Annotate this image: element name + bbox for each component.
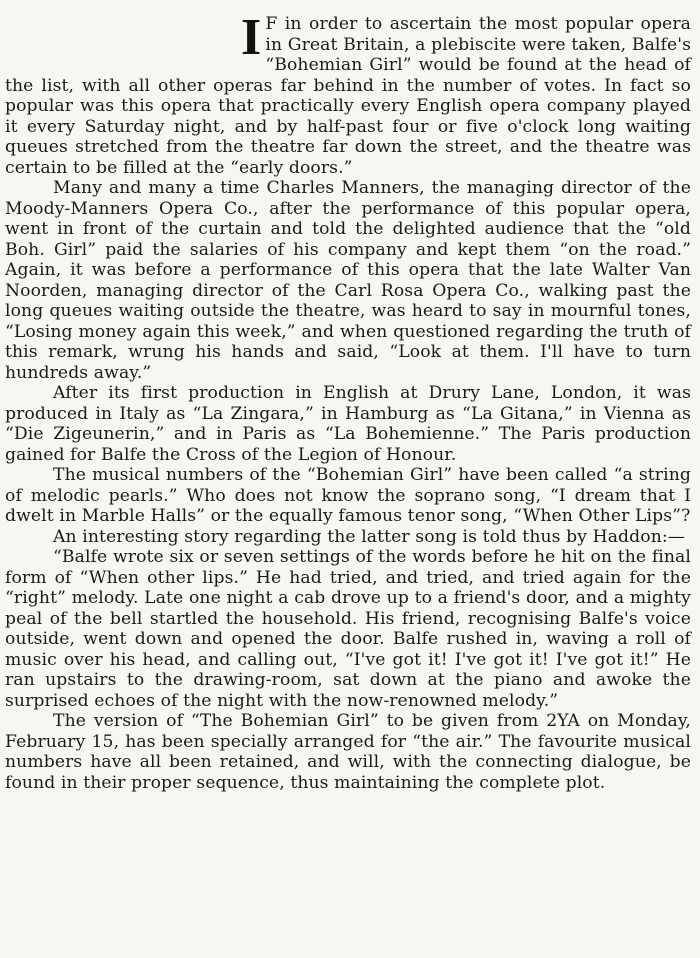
article-page xyxy=(5,0,691,958)
drop-cap: I xyxy=(241,9,262,66)
paragraph-haddon-intro: An interesting story regarding the latter song is told thus by Haddon:— xyxy=(53,526,686,547)
paragraph-haddon-quote: “Balfe wrote six or seven settings of the words before he hit on the final form of “When other lips.” He had tried, and tried, and tried again for the “right” melody. Late one night a cab drove up to a friend's door, and a mighty peal of the bell startled the household. His friend, recognising Balfe's voice outside, went down and opened the door. Balfe rushed in, waving a roll of music over his head, and calling out, “I've got it! I've got it! I've got it!” He ran upstairs to the drawing-room, sat down at the piano and awoke the surprised echoes of the night with the now-renowned melody.” xyxy=(5,547,691,711)
paragraph-intro xyxy=(5,0,691,178)
paragraph-productions: After its first production in English at Drury Lane, London, it was produced in Italy as “La Zingara,” in Hamburg as “La Gitana,” in Vienna as “Die Zigeunerin,” and in Paris as “La Bohemienne.” The Paris production gained for Balfe the Cross of the Legion of Honour. xyxy=(5,383,691,465)
paragraph-musical-numbers: The musical numbers of the “Bohemian Girl” have been called “a string of melodic pearls.” Who does not know the soprano song, “I dream that I dwelt in Marble Halls” or the equally famous tenor song, “When Other Lips”? xyxy=(5,465,691,526)
paragraph-2ya-version: The version of “The Bohemian Girl” to be given from 2YA on Monday, February 15, has been specially arranged for “the air.” The favourite musical numbers have all been retained, and will, with the connecting dialogue, be found in their proper sequence, thus maintaining the complete plot. xyxy=(5,711,691,793)
paragraph-manners: Many and many a time Charles Manners, the managing director of the Moody-Manners Opera Co., after the performance of this popular opera, went in front of the curtain and told the delighted audience that the “old Boh. Girl” paid the salaries of his company and kept them “on the road.” Again, it was before a performance of this opera that the late Walter Van Noorden, managing director of the Carl Rosa Opera Co., walking past the long queues waiting outside the theatre, was heard to say in mournful tones, “Losing money again this week,” and when questioned regarding the truth of this remark, wrung his hands and said, “Look at them. I'll have to turn hundreds away.” xyxy=(5,178,691,383)
paragraph-intro-text: F in order to ascertain the most popular opera in Great Britain, a plebiscite were taken, Balfe's “Bohemian Girl” would be found at the head of the list, with all other operas far behind in the number of votes. In fact so popular was this opera that practically every English opera company played it every Saturday night, and by half-past four or five o'clock long waiting queues stretched from the theatre far down the street, and the theatre was certain to be filled at the “early doors.” xyxy=(5,14,691,178)
